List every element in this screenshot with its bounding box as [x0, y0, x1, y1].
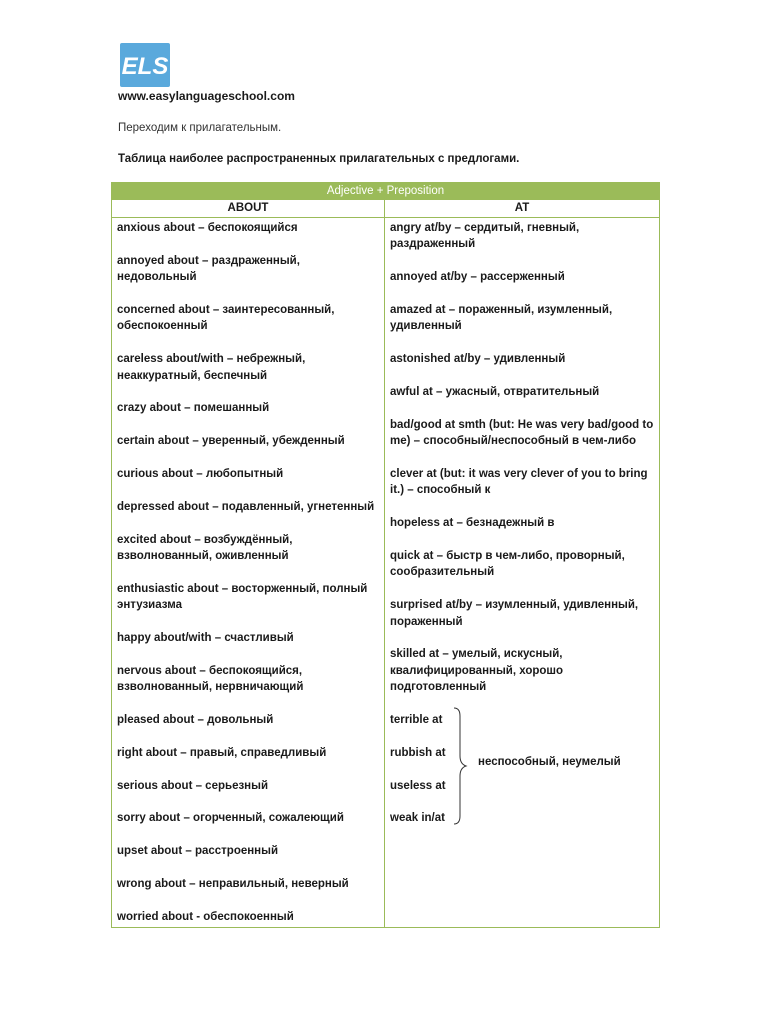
- list-item: useless at: [390, 779, 446, 792]
- list-item: serious about – серьезный: [117, 779, 269, 792]
- list-item: rubbish at: [390, 746, 446, 759]
- list-item: happy about/with – счастливый: [117, 632, 294, 644]
- list-item: awful at – ужасный, отвратительный: [390, 386, 600, 398]
- list-item: certain about – уверенный, убежденный: [117, 435, 345, 448]
- list-item: depressed about – подавленный, угнетенный: [117, 500, 375, 513]
- list-item: wrong about – неправильный, неверный: [117, 877, 349, 890]
- list-item: nervous about – беспокоящийся, взволнованный, нервничающий: [117, 664, 304, 694]
- list-item: astonished at/by – удивленный: [390, 353, 566, 366]
- adjective-preposition-table: [111, 182, 660, 928]
- list-item: skilled at – умелый, искусный, квалифицированный, хорошо подготовленный: [390, 648, 564, 694]
- list-item: angry at/by – сердитый, гневный, раздраженный: [390, 222, 580, 251]
- table-caption: Таблица наиболее распространенных прилагательных с предлогами.: [118, 153, 520, 165]
- table-title: Adjective + Preposition: [112, 183, 660, 200]
- column-header-about: ABOUT: [112, 200, 385, 218]
- list-item: annoyed at/by – рассерженный: [390, 271, 565, 284]
- about-column: [112, 218, 385, 928]
- list-item: crazy about – помешанный: [117, 402, 270, 415]
- curly-brace-icon: [452, 706, 468, 826]
- list-item: careless about/with – небрежный, неаккуратный, беспечный: [117, 353, 306, 382]
- list-item: excited about – возбуждённый, взволнованный, оживленный: [117, 533, 293, 562]
- els-logo: [120, 43, 170, 87]
- list-item: terrible at: [390, 714, 443, 727]
- at-column: [385, 218, 660, 928]
- list-item: enthusiastic about – восторженный, полный энтузиазма: [117, 582, 368, 612]
- list-item: hopeless at – безнадежный в: [390, 517, 555, 530]
- list-item: quick at – быстр в чем-либо, проворный, сообразительный: [390, 550, 625, 579]
- site-url: www.easylanguageschool.com: [118, 89, 295, 103]
- group-meaning: неспособный, неумелый: [478, 756, 621, 769]
- list-item: anxious about – беспокоящийся: [117, 222, 298, 234]
- list-item: bad/good at smth (but: He was very bad/good to me) – способный/неспособный в чем-либо: [390, 418, 654, 448]
- list-item: sorry about – огорченный, сожалеющий: [117, 812, 344, 825]
- list-item: right about – правый, справедливый: [117, 746, 327, 759]
- list-item: clever at (but: it was very clever of you to bring it.) – способный к: [390, 468, 648, 497]
- list-item: annoyed about – раздраженный, недовольный: [117, 254, 300, 284]
- list-item: concerned about – заинтересованный, обеспокоенный: [117, 304, 335, 333]
- list-item: surprised at/by – изумленный, удивленный, пораженный: [390, 599, 639, 628]
- column-header-at: AT: [385, 200, 660, 218]
- list-item: upset about – расстроенный: [117, 845, 279, 858]
- list-item: amazed at – пораженный, изумленный, удивленный: [390, 304, 613, 333]
- list-item: worried about - обеспокоенный: [117, 910, 294, 923]
- list-item: weak in/at: [390, 812, 445, 825]
- grouped-adjectives: [390, 712, 655, 827]
- intro-text: Переходим к прилагательным.: [118, 122, 282, 134]
- list-item: curious about – любопытный: [117, 468, 284, 480]
- svg-text:ELS: ELS: [121, 53, 169, 80]
- list-item: pleased about – довольный: [117, 714, 274, 726]
